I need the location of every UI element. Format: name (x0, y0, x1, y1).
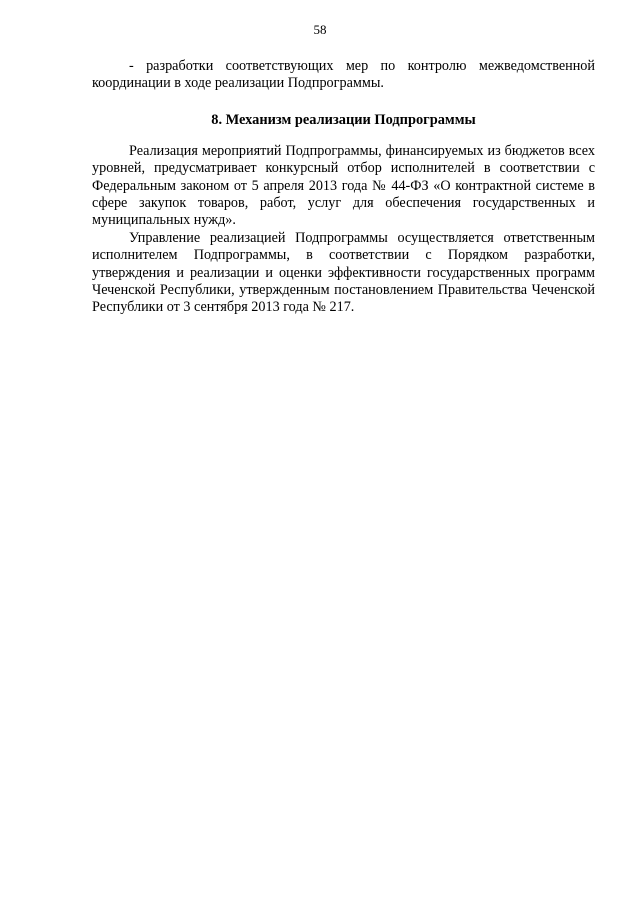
page-content (92, 58, 595, 317)
section-heading: 8. Механизм реализации Подпрограммы (211, 111, 476, 128)
intro-paragraph: - разработки соответствующих мер по контролю межведомственной координации в ходе реализации Подпрограммы. (92, 58, 595, 92)
page-number: 58 (313, 22, 327, 37)
paragraph-procurement: Реализация мероприятий Подпрограммы, финансируемых из бюджетов всех уровней, предусматривает конкурсный отбор исполнителей в соответствии с Федеральным законом от 5 апреля 2013 года № 44-ФЗ «О контрактной системе в сфере закупок товаров, работ, услуг для обеспечения государственных и муниципальных нужд». (92, 142, 595, 229)
paragraph-management: Управление реализацией Подпрограммы осуществляется ответственным исполнителем Подпрограммы, в соответствии с Порядком разработки, утверждения и реализации и оценки эффективности государственных программ Чеченской Республики, утвержденным постановлением Правительства Чеченской Республики от 3 сентября 2013 года № 217. (92, 229, 595, 316)
